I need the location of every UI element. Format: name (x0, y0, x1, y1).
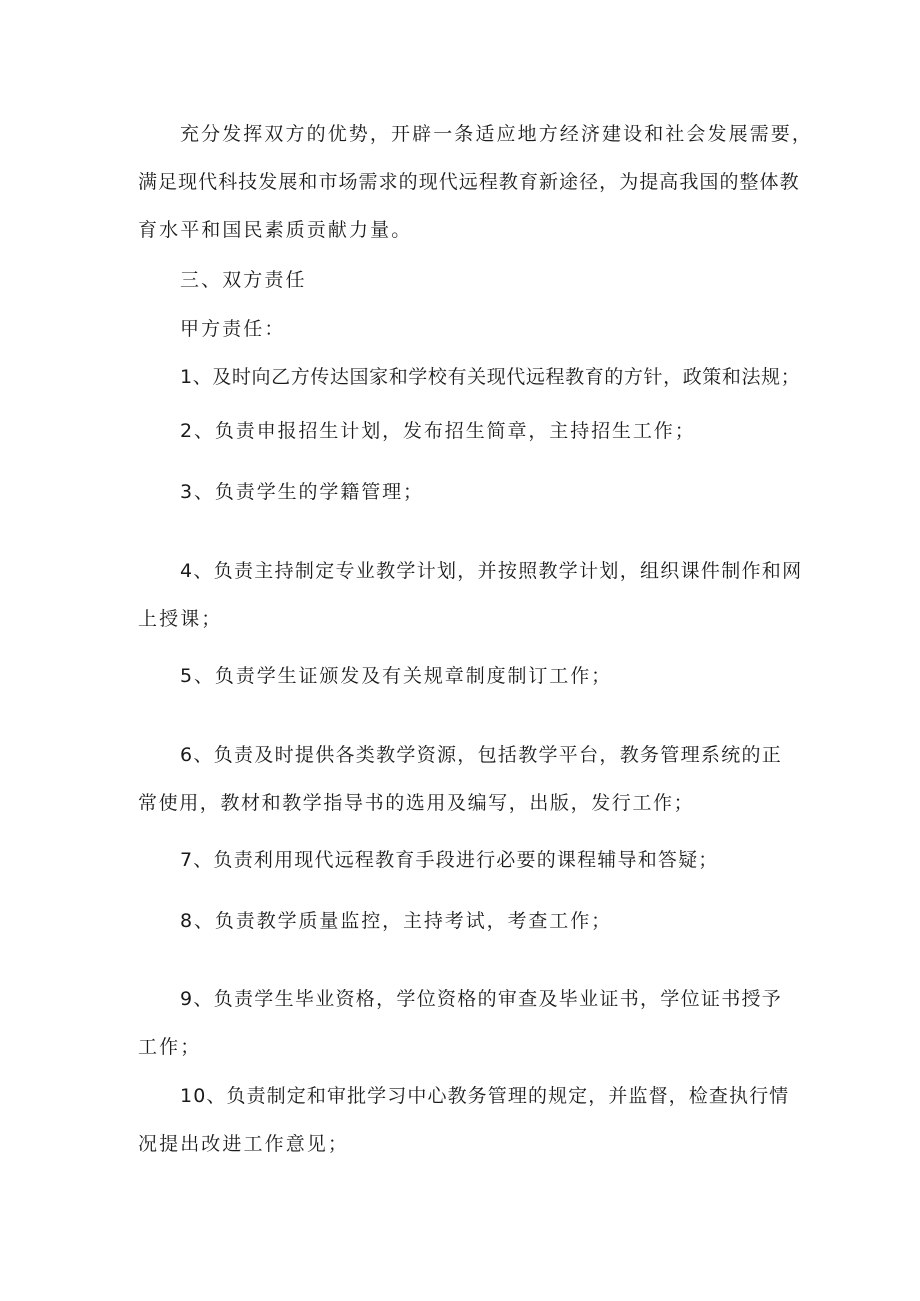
item-8-line-1: 8、负责教学质量监控，主持考试，考查工作； (180, 910, 612, 932)
item-3-line-1: 3、负责学生的学籍管理； (180, 481, 424, 503)
item-2-line-1: 2、负责申报招生计划，发布招生简章，主持招生工作； (180, 420, 696, 442)
item-9-line-2: 工作； (138, 1036, 202, 1058)
intro-line-3: 育水平和国民素质贡献力量。 (138, 219, 413, 241)
item-1-line-1: 1、及时向乙方传达国家和学校有关现代远程教育的方针，政策和法规； (180, 366, 801, 388)
item-6-line-1: 6、负责及时提供各类教学资源，包括教学平台，教务管理系统的正 (180, 744, 783, 766)
item-4-line-1: 4、负责主持制定专业教学计划，并按照教学计划，组织课件制作和网 (180, 560, 803, 582)
item-10-line-1: 10、负责制定和审批学习中心教务管理的规定，并监督，检查执行情 (180, 1085, 790, 1107)
intro-line-2: 满足现代科技发展和市场需求的现代远程教育新途径，为提高我国的整体教 (138, 171, 800, 193)
intro-line-1: 充分发挥双方的优势，开辟一条适应地方经济建设和社会发展需要， (180, 123, 814, 145)
item-4-line-2: 上授课； (138, 608, 223, 630)
item-7-line-1: 7、负责利用现代远程教育手段进行必要的课程辅导和答疑； (180, 849, 719, 871)
party-a-heading: 甲方责任： (180, 318, 286, 340)
item-10-line-2: 况提出改进工作意见； (138, 1133, 350, 1155)
item-9-line-1: 9、负责学生毕业资格，学位资格的审查及毕业证书，学位证书授予 (180, 988, 783, 1010)
item-5-line-1: 5、负责学生证颁发及有关规章制度制订工作； (180, 665, 612, 687)
item-6-line-2: 常使用，教材和教学指导书的选用及编写，出版，发行工作； (138, 792, 695, 814)
section-heading: 三、双方责任 (180, 269, 307, 291)
